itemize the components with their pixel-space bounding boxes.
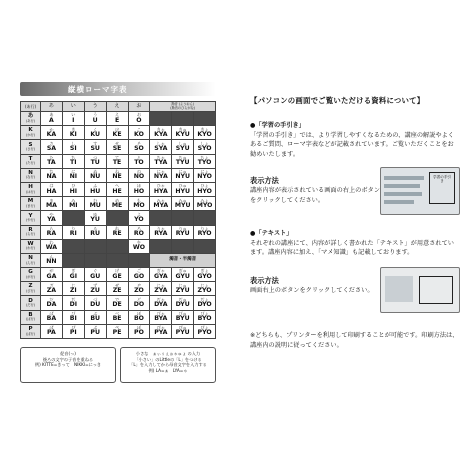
kana-cell: じ ZI bbox=[62, 282, 84, 296]
kana-cell: びゃ BYA bbox=[150, 310, 172, 324]
kana-cell: ゆ YU bbox=[84, 211, 106, 225]
kana-cell: だ DA bbox=[41, 296, 63, 310]
kana-cell: きょ KYO bbox=[194, 126, 216, 140]
kana-cell: せ SE bbox=[106, 140, 128, 154]
kana-cell: ぎゃ GYA bbox=[150, 268, 172, 282]
guide-description: 「学習の手引き」では、より学習しやすくなるための、講座の解説やよくあるご質問、ローマ字表などが記載されています。ご覧いただくことをお勧めいたします。 bbox=[250, 131, 454, 158]
kana-cell: づ DU bbox=[84, 296, 106, 310]
table-row bbox=[21, 282, 216, 296]
table-row bbox=[21, 197, 216, 211]
kana-cell: きゃ KYA bbox=[150, 126, 172, 140]
kana-cell: にゅ NYU bbox=[172, 168, 194, 182]
guide-how-section bbox=[250, 175, 380, 205]
table-header-vowel: あ bbox=[41, 102, 63, 112]
kana-cell: りゅ RYU bbox=[172, 225, 194, 239]
kana-cell: ま MA bbox=[41, 197, 63, 211]
kana-cell: そ SO bbox=[128, 140, 150, 154]
kana-cell: あ A bbox=[41, 112, 63, 126]
page-title: 【パソコンの画面でご覧いただける資料について】 bbox=[250, 96, 425, 105]
row-label: R (ら行) bbox=[21, 225, 41, 239]
kana-cell: ご GO bbox=[128, 268, 150, 282]
guide-how-text: 講座内容が表示されている画面の右上のボタンをクリックしてください。 bbox=[250, 187, 380, 204]
romaji-table-banner bbox=[20, 82, 216, 96]
kana-cell: きゅ KYU bbox=[172, 126, 194, 140]
kana-cell: ぴょ PYO bbox=[194, 324, 216, 338]
guide-section bbox=[250, 121, 460, 159]
kana-cell: ぼ BO bbox=[128, 310, 150, 324]
kana-cell: ぐ GU bbox=[84, 268, 106, 282]
kana-cell: ぢょ DYO bbox=[194, 296, 216, 310]
table-row bbox=[21, 140, 216, 154]
text-screenshot bbox=[380, 267, 460, 313]
kana-cell: ひょ HYO bbox=[194, 182, 216, 196]
guide-button-label: 学習の手引き bbox=[433, 175, 451, 184]
kana-cell bbox=[62, 211, 84, 225]
romaji-table bbox=[20, 101, 216, 339]
table-row bbox=[21, 112, 216, 126]
kana-cell: や YA bbox=[41, 211, 63, 225]
table-row bbox=[21, 310, 216, 324]
row-label: B (ば行) bbox=[21, 310, 41, 324]
kana-cell: ち TI bbox=[62, 154, 84, 168]
kana-cell bbox=[150, 239, 172, 253]
kana-cell: お O bbox=[128, 112, 150, 126]
kana-cell: と TO bbox=[128, 154, 150, 168]
kana-cell: しゃ SYA bbox=[150, 140, 172, 154]
notes-area bbox=[20, 347, 216, 383]
romaji-table-title: 縦横ローマ字表 bbox=[68, 85, 128, 94]
kana-cell bbox=[62, 239, 84, 253]
sokuon-note: 促音(っ) 後ろの文字の子音を重ねる 例) KITTE=きって NIKKI=にっき bbox=[20, 347, 116, 383]
text-button-highlight bbox=[419, 276, 453, 304]
kana-cell: ぢゅ DYU bbox=[172, 296, 194, 310]
kana-cell: て TE bbox=[106, 154, 128, 168]
materials-page bbox=[250, 95, 460, 349]
kana-cell bbox=[106, 211, 128, 225]
table-row bbox=[21, 324, 216, 338]
kana-cell bbox=[194, 239, 216, 253]
table-header-vowel: お bbox=[128, 102, 150, 112]
kana-cell: ちゃ TYA bbox=[150, 154, 172, 168]
small-kana-note: 小さな ぁぃぅぇぉゃゅょ の入力 「小さい」のLittleの「L」をつける 「L」を入力してから母音文字を入力する 例) LA=ぁ LYA=ゃ bbox=[120, 347, 216, 383]
kana-cell: ぷ PU bbox=[84, 324, 106, 338]
kana-cell: ど DO bbox=[128, 296, 150, 310]
kana-cell: ず ZU bbox=[84, 282, 106, 296]
kana-cell bbox=[84, 253, 106, 267]
kana-cell: い I bbox=[62, 112, 84, 126]
kana-cell: み MI bbox=[62, 197, 84, 211]
kana-cell: ら RA bbox=[41, 225, 63, 239]
kana-cell: る RU bbox=[84, 225, 106, 239]
kana-cell: ん NN bbox=[41, 253, 63, 267]
kana-cell: ぎょ GYO bbox=[194, 268, 216, 282]
row-label: W (わ行) bbox=[21, 239, 41, 253]
kana-cell: ぴゃ PYA bbox=[150, 324, 172, 338]
kana-cell: の NO bbox=[128, 168, 150, 182]
table-header-vowel: い bbox=[62, 102, 84, 112]
text-heading: ●「テキスト」 bbox=[250, 230, 293, 237]
table-row bbox=[21, 253, 216, 267]
kana-cell: わ WA bbox=[41, 239, 63, 253]
kana-cell: びょ BYO bbox=[194, 310, 216, 324]
kana-cell: ぎ GI bbox=[62, 268, 84, 282]
row-label: K (か行) bbox=[21, 126, 41, 140]
table-row bbox=[21, 126, 216, 140]
kana-cell: りゃ RYA bbox=[150, 225, 172, 239]
kana-cell: ぬ NU bbox=[84, 168, 106, 182]
kana-cell: しゅ SYU bbox=[172, 140, 194, 154]
kana-cell: しょ SYO bbox=[194, 140, 216, 154]
text-description: それぞれの講座にて、内容が詳しく書かれた「テキスト」が用意されています。講座内容に加え、「マメ知識」も記載しております。 bbox=[250, 239, 454, 257]
table-header-vowel: う bbox=[84, 102, 106, 112]
kana-cell bbox=[106, 253, 128, 267]
table-row bbox=[21, 296, 216, 310]
kana-cell: べ BE bbox=[106, 310, 128, 324]
kana-cell: ろ RO bbox=[128, 225, 150, 239]
kana-cell: ほ HO bbox=[128, 182, 150, 196]
kana-cell: ぜ ZE bbox=[106, 282, 128, 296]
kana-cell bbox=[150, 211, 172, 225]
kana-cell: ちょ TYO bbox=[194, 154, 216, 168]
kana-cell: ぎゅ GYU bbox=[172, 268, 194, 282]
text-section bbox=[250, 229, 460, 258]
kana-cell: ぞ ZO bbox=[128, 282, 150, 296]
text-how-section bbox=[250, 275, 380, 296]
table-row bbox=[21, 225, 216, 239]
kana-cell: ぴ PI bbox=[62, 324, 84, 338]
row-label: G (が行) bbox=[21, 268, 41, 282]
table-header-corner: (あ行) bbox=[21, 102, 41, 112]
kana-cell: ひゃ HYA bbox=[150, 182, 172, 196]
kana-cell: つ TU bbox=[84, 154, 106, 168]
kana-cell: ぱ PA bbox=[41, 324, 63, 338]
kana-cell: も MO bbox=[128, 197, 150, 211]
guide-screenshot bbox=[380, 167, 460, 215]
kana-cell: た TA bbox=[41, 154, 63, 168]
table-header-youon: 拗音 (ようおん) (拗音のひらがな) bbox=[150, 102, 216, 112]
kana-cell bbox=[84, 239, 106, 253]
kana-cell bbox=[172, 239, 194, 253]
row-label: Z (ざ行) bbox=[21, 282, 41, 296]
kana-cell: ひ HI bbox=[62, 182, 84, 196]
kana-cell: え E bbox=[106, 112, 128, 126]
kana-cell: ぺ PE bbox=[106, 324, 128, 338]
kana-cell: が GA bbox=[41, 268, 63, 282]
text-how-text: 画面右上のボタンをクリックしてください。 bbox=[250, 287, 374, 295]
table-row bbox=[21, 154, 216, 168]
kana-cell: よ YO bbox=[128, 211, 150, 225]
kana-cell: む MU bbox=[84, 197, 106, 211]
kana-cell: さ SA bbox=[41, 140, 63, 154]
kana-cell: りょ RYO bbox=[194, 225, 216, 239]
row-label: T (た行) bbox=[21, 154, 41, 168]
kana-cell bbox=[172, 112, 194, 126]
kana-cell: こ KO bbox=[128, 126, 150, 140]
kana-cell: みゃ MYA bbox=[150, 197, 172, 211]
kana-cell: びゅ BYU bbox=[172, 310, 194, 324]
row-label: S (さ行) bbox=[21, 140, 41, 154]
kana-cell: び BI bbox=[62, 310, 84, 324]
row-label: N (な行) bbox=[21, 168, 41, 182]
kana-cell bbox=[62, 253, 84, 267]
guide-how-heading: 表示方法 bbox=[250, 176, 279, 185]
kana-cell bbox=[194, 112, 216, 126]
row-label: あ (あ行) bbox=[21, 112, 41, 126]
text-how-heading: 表示方法 bbox=[250, 276, 279, 285]
kana-cell: ぴゅ PYU bbox=[172, 324, 194, 338]
kana-cell: す SU bbox=[84, 140, 106, 154]
kana-cell: ぶ BU bbox=[84, 310, 106, 324]
guide-button-highlight bbox=[429, 172, 455, 204]
table-row bbox=[21, 182, 216, 196]
kana-cell: め ME bbox=[106, 197, 128, 211]
kana-cell: ちゅ TYU bbox=[172, 154, 194, 168]
kana-cell: ば BA bbox=[41, 310, 63, 324]
kana-cell: は HA bbox=[41, 182, 63, 196]
kana-cell: う U bbox=[84, 112, 106, 126]
table-row bbox=[21, 211, 216, 225]
kana-cell: か KA bbox=[41, 126, 63, 140]
row-label: M (ま行) bbox=[21, 197, 41, 211]
kana-cell: ぽ PO bbox=[128, 324, 150, 338]
kana-cell: け KE bbox=[106, 126, 128, 140]
kana-cell: じょ ZYO bbox=[194, 282, 216, 296]
kana-cell: し SI bbox=[62, 140, 84, 154]
kana-cell: ぢ DI bbox=[62, 296, 84, 310]
guide-heading: ●「学習の手引き」 bbox=[250, 122, 305, 129]
kana-cell: じゃ ZYA bbox=[150, 282, 172, 296]
table-row bbox=[21, 168, 216, 182]
row-label: P (ぱ行) bbox=[21, 324, 41, 338]
kana-cell bbox=[194, 211, 216, 225]
kana-cell: れ RE bbox=[106, 225, 128, 239]
table-row bbox=[21, 239, 216, 253]
kana-cell bbox=[128, 253, 150, 267]
kana-cell: げ GE bbox=[106, 268, 128, 282]
romaji-table-page bbox=[20, 82, 216, 383]
kana-cell: な NA bbox=[41, 168, 63, 182]
dakuon-label: 濁音・半濁音 bbox=[150, 253, 216, 267]
kana-cell: みょ MYO bbox=[194, 197, 216, 211]
kana-cell: みゅ MYU bbox=[172, 197, 194, 211]
kana-cell: を WO bbox=[128, 239, 150, 253]
kana-cell: ざ ZA bbox=[41, 282, 63, 296]
kana-cell: で DE bbox=[106, 296, 128, 310]
row-label: H (は行) bbox=[21, 182, 41, 196]
kana-cell: にょ NYO bbox=[194, 168, 216, 182]
kana-cell: ふ HU bbox=[84, 182, 106, 196]
kana-cell bbox=[172, 211, 194, 225]
kana-cell: ひゅ HYU bbox=[172, 182, 194, 196]
row-label: N (ん行) bbox=[21, 253, 41, 267]
table-row bbox=[21, 268, 216, 282]
kana-cell: き KI bbox=[62, 126, 84, 140]
kana-cell: く KU bbox=[84, 126, 106, 140]
kana-cell: じゅ ZYU bbox=[172, 282, 194, 296]
row-label: Y (や行) bbox=[21, 211, 41, 225]
row-label: D (だ行) bbox=[21, 296, 41, 310]
kana-cell: へ HE bbox=[106, 182, 128, 196]
table-header-vowel: え bbox=[106, 102, 128, 112]
kana-cell: に NI bbox=[62, 168, 84, 182]
kana-cell: にゃ NYA bbox=[150, 168, 172, 182]
kana-cell: ね NE bbox=[106, 168, 128, 182]
footnote: ※どちらも、プリンターを利用して印刷することが可能です。印刷方法は、講座内の説明に従ってください。 bbox=[250, 332, 459, 349]
kana-cell bbox=[106, 239, 128, 253]
kana-cell: ぢゃ DYA bbox=[150, 296, 172, 310]
kana-cell: り RI bbox=[62, 225, 84, 239]
kana-cell bbox=[150, 112, 172, 126]
